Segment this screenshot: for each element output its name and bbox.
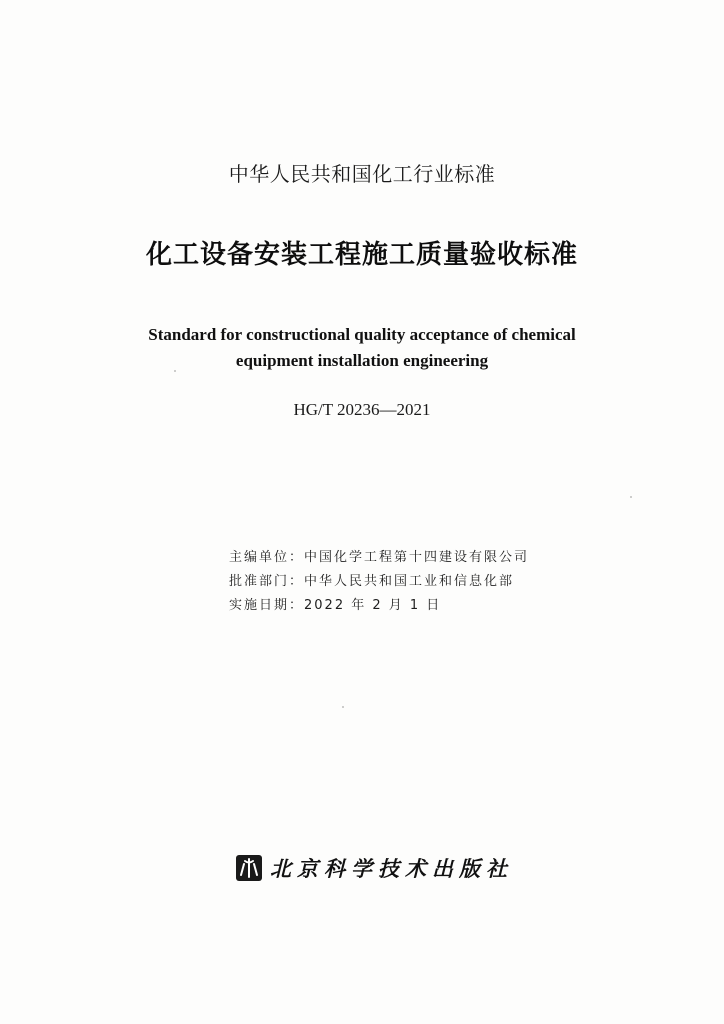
english-title-line-2: equipment installation engineering (235, 351, 489, 370)
scan-speck (630, 496, 632, 498)
info-block (229, 546, 529, 618)
info-label: 实施日期： (229, 598, 305, 613)
standard-code: HG/T 20236—2021 (293, 400, 431, 419)
info-value: 中华人民共和国工业和信息化部 (304, 574, 515, 589)
scan-speck (174, 370, 176, 372)
publisher (236, 853, 513, 883)
industry-standard-heading: 中华人民共和国化工行业标准 (228, 162, 496, 186)
info-value: 2022 年 2 月 1 日 (304, 598, 442, 613)
standard-title-chinese: 化工设备安装工程施工质量验收标准 (145, 240, 578, 270)
info-label: 主编单位： (229, 550, 305, 565)
scan-speck (342, 706, 344, 708)
info-value: 中国化学工程第十四建设有限公司 (304, 550, 530, 565)
standard-title-english (0, 322, 724, 374)
info-row-effective-date (229, 594, 529, 618)
info-row-approval-dept (229, 570, 529, 594)
english-title-line-1: Standard for constructional quality acceptance of chemical (148, 325, 576, 344)
info-label: 批准部门： (229, 574, 305, 589)
publisher-seal-icon (236, 855, 262, 881)
publisher-name: 北京科学技术出版社 (270, 856, 513, 881)
info-row-chief-editor (229, 546, 529, 570)
